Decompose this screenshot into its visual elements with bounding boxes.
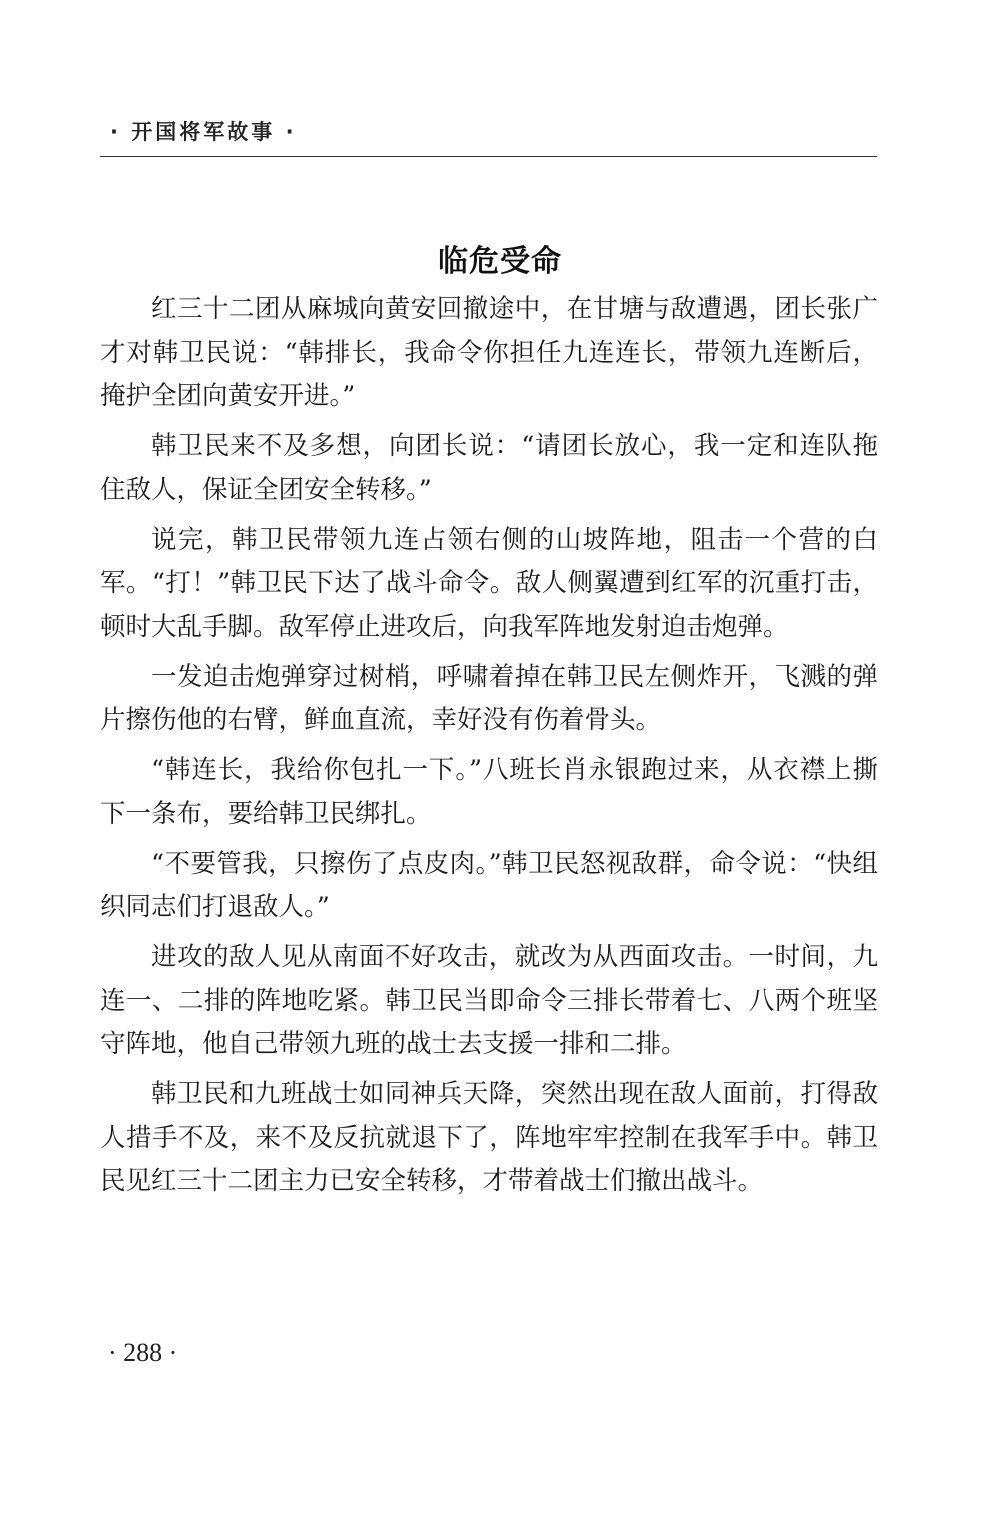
header-divider [100, 156, 877, 157]
paragraph: 说完，韩卫民带领九连占领右侧的山坡阵地，阻击一个营的白军。“打！”韩卫民下达了战斗命令。敌人侧翼遭到红军的沉重打击，顿时大乱手脚。敌军停止进攻后，向我军阵地发射迫击炮弹。 [100, 524, 878, 642]
paragraph: 一发迫击炮弹穿过树梢，呼啸着掉在韩卫民左侧炸开，飞溅的弹片擦伤他的右臂，鲜血直流，幸好没有伤着骨头。 [100, 661, 878, 735]
article-title: 临危受命 [438, 244, 562, 279]
paragraph: “韩连长，我给你包扎一下。”八班长肖永银跑过来，从衣襟上撕下一条布，要给韩卫民绑扎。 [100, 755, 878, 829]
page-number: · 288 · [108, 1338, 178, 1367]
paragraph: 红三十二团从麻城向黄安回撤途中，在甘塘与敌遭遇，团长张广才对韩卫民说：“韩排长，我命令你担任九连连长，带领九连断后，掩护全团向黄安开进。” [100, 294, 878, 411]
running-header: · 开国将军故事 · [110, 120, 297, 144]
paragraph: 韩卫民和九班战士如同神兵天降，突然出现在敌人面前，打得敌人措手不及，来不及反抗就退下了，阵地牢牢控制在我军手中。韩卫民见红三十二团主力已安全转移，才带着战士们撤出战斗。 [100, 1079, 878, 1196]
paragraph: 进攻的敌人见从南面不好攻击，就改为从西面攻击。一时间，九连一、二排的阵地吃紧。韩卫民当即命令三排长带着七、八两个班坚守阵地，他自己带领九班的战士去支援一排和二排。 [100, 942, 878, 1059]
paragraph: “不要管我，只擦伤了点皮肉。”韩卫民怒视敌群，命令说：“快组织同志们打退敌人。” [100, 848, 878, 922]
article-body [100, 288, 878, 1210]
paragraph: 韩卫民来不及多想，向团长说：“请团长放心，我一定和连队拖住敌人，保证全团安全转移。” [100, 431, 878, 505]
